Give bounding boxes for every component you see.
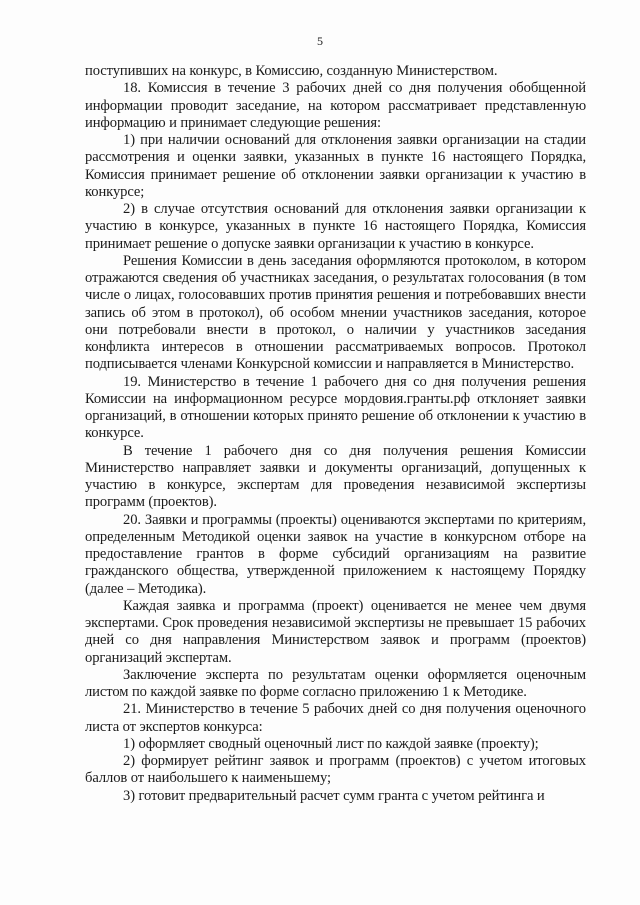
page-number: 5 (317, 34, 323, 48)
paragraph-21: 21. Министерство в течение 5 рабочих дней со дня получения оценочного листа от экспертов конкурса: (85, 701, 586, 735)
paragraph-18-item-2: 2) в случае отсутствия оснований для отклонения заявки организации к участию в конкурсе, указанных в пункте 16 настоящего Порядка, Комиссия принимает решение о допуске заявки организации к участию в конкурсе. (85, 201, 586, 252)
paragraph-18-item-1: 1) при наличии оснований для отклонения заявки организации на стадии рассмотрения и оценки заявки, указанных в пункте 16 настоящего Порядка, Комиссия принимает решение об отклонении заявки организации к участию в конкурсе; (85, 132, 586, 200)
paragraph-continuation: поступивших на конкурс, в Комиссию, созданную Министерством. (85, 63, 498, 79)
paragraph-18: 18. Комиссия в течение 3 рабочих дней со дня получения обобщенной информации проводит заседание, на котором рассматривает представленную информацию и принимает следующие решения: (85, 80, 586, 131)
paragraph-19-experts: В течение 1 рабочего дня со дня получения решения Комиссии Министерство направляет заявки и документы организаций, допущенных к участию в конкурсе, экспертам для проведения независимой экспертизы программ (проектов). (85, 442, 586, 511)
paragraph-21-item-1: 1) оформляет сводный оценочный лист по каждой заявке (проекту); (123, 735, 539, 752)
paragraph-20: 20. Заявки и программы (проекты) оцениваются экспертами по критериям, определенным Методикой оценки заявок на участие в конкурсном отборе на предоставление грантов в форме субсидий организациям на развитие гражданского общества, утвержденной приложением к настоящему Порядку (далее – Методика). (85, 511, 586, 597)
paragraph-21-item-3: 3) готовит предварительный расчет сумм гранта с учетом рейтинга и (123, 787, 545, 804)
paragraph-20-conclusion: Заключение эксперта по результатам оценки оформляется оценочным листом по каждой заявке по форме согласно приложению 1 к Методике. (85, 666, 586, 700)
paragraph-21-item-2: 2) формирует рейтинг заявок и программ (проектов) с учетом итоговых баллов от наибольшего к наименьшему; (85, 753, 586, 787)
paragraph-19: 19. Министерство в течение 1 рабочего дня со дня получения решения Комиссии на информационном ресурсе мордовия.гранты.рф отклоняет заявки организаций, в отношении которых принято решение об отклонении к участию в конкурсе. (85, 373, 586, 442)
paragraph-20-two-experts: Каждая заявка и программа (проект) оценивается не менее чем двумя экспертами. Срок проведения независимой экспертизы не превышает 15 рабочих дней со дня направления Министерством заявок и программ (проектов) организаций экспертам. (85, 597, 586, 666)
paragraph-decisions-protocol: Решения Комиссии в день заседания оформляются протоколом, в котором отражаются сведения об участниках заседания, о результатах голосования (в том числе о лицах, голосовавших против принятия решения и потребовавших внести запись об этом в протокол), об особом мнении участников заседания, которое они потребовали внести в протокол, о наличии у участников заседания конфликта интересов в отношении рассматриваемых вопросов. Протокол подписывается членами Конкурсной комиссии и направляется в Министерство. (85, 252, 586, 373)
document-body (85, 63, 586, 805)
